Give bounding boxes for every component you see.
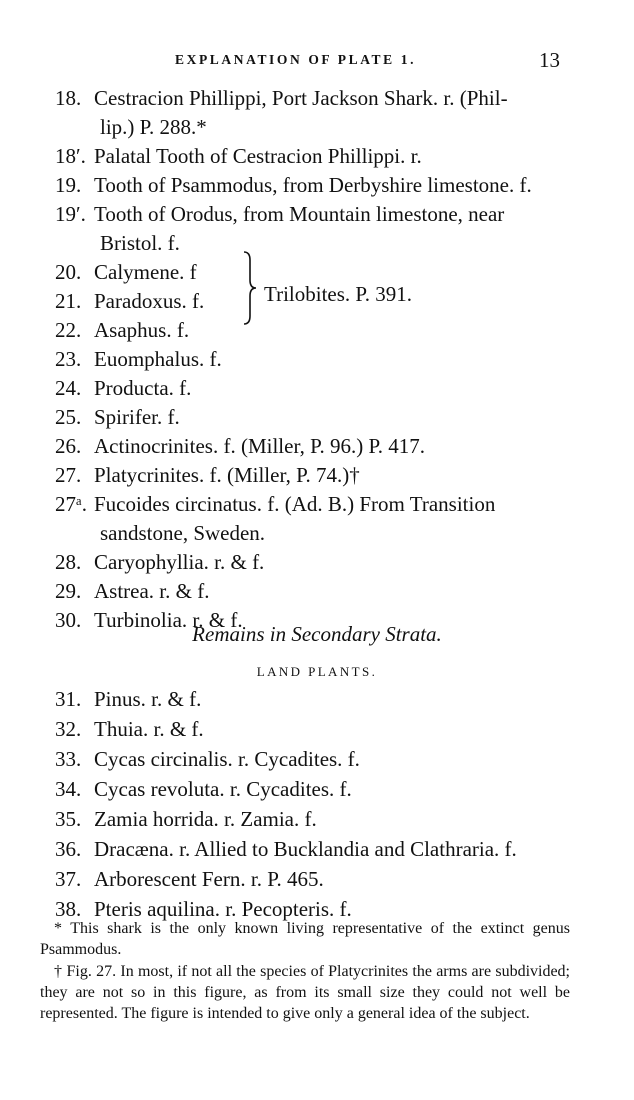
- entry-text: Tooth of Orodus, from Mountain limestone, near: [94, 202, 505, 226]
- list-item: [0, 490, 634, 519]
- running-title: EXPLANATION OF PLATE 1.: [175, 52, 417, 67]
- list-item: [0, 461, 634, 490]
- entry-text: Pteris aquilina. r. Pecopteris. f.: [94, 897, 352, 921]
- entry-text-continued: Bristol. f.: [100, 231, 180, 255]
- entry-number: 36.: [55, 837, 82, 861]
- list-item: [0, 229, 634, 258]
- list-item: [0, 84, 634, 113]
- entry-text: Spirifer. f.: [94, 405, 180, 429]
- plate-entries-list: [0, 84, 634, 635]
- entry-number: 27.: [55, 463, 82, 487]
- list-item: [0, 200, 634, 229]
- list-item: [0, 403, 634, 432]
- entry-number: 22.: [55, 318, 82, 342]
- footnotes: [40, 918, 570, 1025]
- list-item: [0, 834, 634, 864]
- entry-number: 18.: [55, 86, 82, 110]
- entry-number: 18′.: [55, 144, 86, 168]
- trilobites-brace: [242, 250, 262, 326]
- entry-text: Fucoides circinatus. f. (Ad. B.) From Transition: [94, 492, 496, 516]
- entry-text: Calymene. f: [94, 260, 197, 284]
- entry-number: 31.: [55, 687, 82, 711]
- entry-number: 27ᵃ.: [55, 492, 87, 516]
- entry-text: Astrea. r. & f.: [94, 579, 210, 603]
- entry-number: 19′.: [55, 202, 86, 226]
- entry-text: Cycas revoluta. r. Cycadites. f.: [94, 777, 352, 801]
- list-item: [0, 548, 634, 577]
- entry-text: Palatal Tooth of Cestracion Phillippi. r.: [94, 144, 422, 168]
- list-item: [0, 432, 634, 461]
- entry-text: Zamia horrida. r. Zamia. f.: [94, 807, 317, 831]
- entry-number: 20.: [55, 260, 82, 284]
- entry-text: Platycrinites. f. (Miller, P. 74.)†: [94, 463, 360, 487]
- entry-number: 35.: [55, 807, 82, 831]
- list-item: [0, 142, 634, 171]
- entry-text: Thuia. r. & f.: [94, 717, 204, 741]
- list-item: [0, 714, 634, 744]
- trilobites-group-label: Trilobites. P. 391.: [264, 282, 413, 306]
- entry-text: Dracæna. r. Allied to Bucklandia and Clathraria. f.: [94, 837, 517, 861]
- entry-number: 23.: [55, 347, 82, 371]
- entry-number: 24.: [55, 376, 82, 400]
- list-item: [0, 374, 634, 403]
- entry-number: 19.: [55, 173, 82, 197]
- list-item: [0, 519, 634, 548]
- list-item: [0, 316, 634, 345]
- entry-text: Paradoxus. f.: [94, 289, 205, 313]
- list-item: [0, 744, 634, 774]
- entry-text: Cestracion Phillippi, Port Jackson Shark. r. (Phil-: [94, 86, 508, 110]
- entry-text: Producta. f.: [94, 376, 192, 400]
- entry-number: 34.: [55, 777, 82, 801]
- list-item: [0, 171, 634, 200]
- entry-number: 28.: [55, 550, 82, 574]
- entry-text-continued: lip.) P. 288.*: [100, 115, 207, 139]
- entry-number: 32.: [55, 717, 82, 741]
- entry-text: Asaphus. f.: [94, 318, 190, 342]
- entry-number: 29.: [55, 579, 82, 603]
- land-plants-list: [0, 684, 634, 924]
- entry-number: 26.: [55, 434, 82, 458]
- section-heading: Remains in Secondary Strata.: [192, 622, 442, 646]
- list-item: [0, 684, 634, 714]
- entry-text: Tooth of Psammodus, from Derbyshire limestone. f.: [94, 173, 532, 197]
- entry-text: Cycas circinalis. r. Cycadites. f.: [94, 747, 360, 771]
- entry-number: 38.: [55, 897, 82, 921]
- entry-number: 30.: [55, 608, 82, 632]
- footnote: † Fig. 27. In most, if not all the species of Platycrinites the arms are subdivided; they are not so in this figure, as from its small size they could not well be represented. The figure is intended to give only a general idea of the subject.: [40, 963, 570, 1022]
- entry-text: Arborescent Fern. r. P. 465.: [94, 867, 324, 891]
- entry-text: Turbinolia. r. & f.: [94, 608, 243, 632]
- list-item: [0, 774, 634, 804]
- entry-number: 37.: [55, 867, 82, 891]
- entry-number: 25.: [55, 405, 82, 429]
- list-item: [0, 864, 634, 894]
- entry-text: Pinus. r. & f.: [94, 687, 202, 711]
- list-item: [0, 577, 634, 606]
- page-header: [0, 48, 634, 74]
- list-item: [0, 804, 634, 834]
- page-number: 13: [539, 48, 560, 72]
- entry-text: Caryophyllia. r. & f.: [94, 550, 265, 574]
- entry-text: Actinocrinites. f. (Miller, P. 96.) P. 417.: [94, 434, 426, 458]
- entry-number: 21.: [55, 289, 82, 313]
- entry-text-continued: sandstone, Sweden.: [100, 521, 266, 545]
- footnote: * This shark is the only known living representative of the extinct genus Psammodus.: [40, 920, 570, 958]
- list-item: [0, 113, 634, 142]
- entry-number: 33.: [55, 747, 82, 771]
- list-item: [0, 345, 634, 374]
- entry-text: Euomphalus. f.: [94, 347, 222, 371]
- subheading: LAND PLANTS.: [256, 664, 378, 679]
